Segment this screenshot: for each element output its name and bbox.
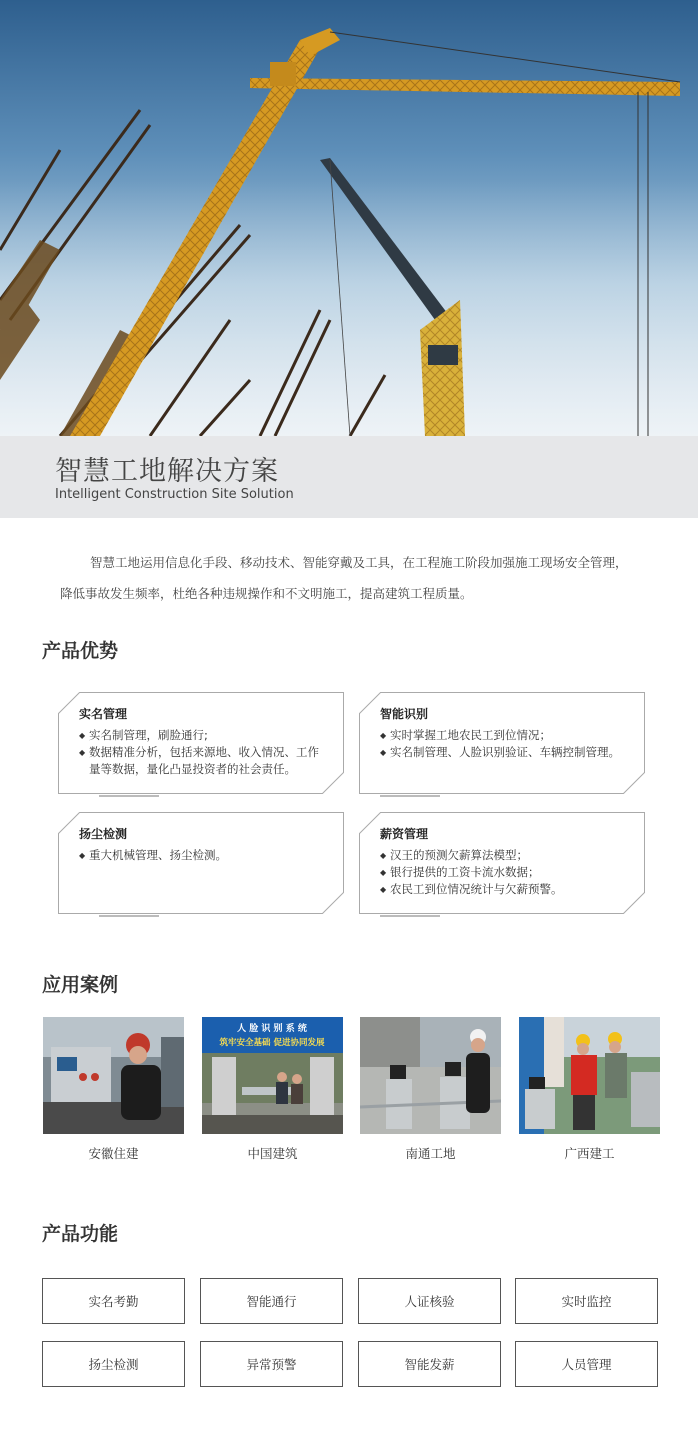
card-corner-top-left <box>58 812 80 834</box>
card-corner-top-left <box>58 692 80 714</box>
case-photo-nantong <box>360 1017 501 1134</box>
intro-line-2: 降低事故发生频率，杜绝各种违规操作和不文明施工，提高建筑工程质量。 <box>60 586 473 601</box>
card-corner-bottom-right <box>623 892 645 914</box>
section-title-functions: 产品功能 <box>42 1223 119 1245</box>
case-label: 中国建筑 <box>247 1146 298 1161</box>
card-accent-line <box>380 915 440 917</box>
card-corner-top-left <box>359 812 381 834</box>
card-corner-top-left <box>359 692 381 714</box>
advantage-card-dust <box>58 812 344 914</box>
card-title: 薪资管理 <box>380 827 429 841</box>
page-title: 智慧工地解决方案 <box>55 456 279 487</box>
card-list-item: ◆ 汉王的预测欠薪算法模型； <box>380 847 630 864</box>
case-label: 南通工地 <box>405 1146 456 1161</box>
section-title-advantages: 产品优势 <box>42 640 119 662</box>
case-label: 广西建工 <box>564 1146 615 1161</box>
card-accent-line <box>99 915 159 917</box>
card-list-item: ◆ 实名制管理、人脸识别验证、车辆控制管理。 <box>380 744 630 761</box>
function-real-name-attendance[interactable]: 实名考勤 <box>42 1278 185 1324</box>
function-smart-payroll[interactable]: 智能发薪 <box>358 1341 501 1387</box>
sign-line-1: 人 脸 识 别 系 统 <box>237 1024 307 1034</box>
section-title-cases: 应用案例 <box>42 974 119 996</box>
card-accent-line <box>99 795 159 797</box>
card-list-item: ◆ 重大机械管理、扬尘检测。 <box>79 847 329 864</box>
card-list-item: ◆ 农民工到位情况统计与欠薪预警。 <box>380 881 630 898</box>
advantage-card-salary <box>359 812 645 914</box>
intro-line-1: 智慧工地运用信息化手段、移动技术、智能穿戴及工具，在工程施工阶段加强施工现场安全管理， <box>90 555 628 570</box>
function-realtime-monitoring[interactable]: 实时监控 <box>515 1278 658 1324</box>
card-list <box>380 847 630 898</box>
card-list-item: ◆ 数据精准分析，包括来源地、收入情况、工作量等数据，量化凸显投资者的社会责任。 <box>79 744 329 778</box>
card-accent-line <box>380 795 440 797</box>
sign-line-2: 筑牢安全基础 促进协同发展 <box>219 1038 325 1048</box>
case-photo-anhui <box>43 1017 184 1134</box>
function-smart-access[interactable]: 智能通行 <box>200 1278 343 1324</box>
card-corner-bottom-right <box>322 892 344 914</box>
page-subtitle: Intelligent Construction Site Solution <box>55 487 294 502</box>
card-list-item: ◆ 实时掌握工地农民工到位情况； <box>380 727 630 744</box>
function-id-verification[interactable]: 人证核验 <box>358 1278 501 1324</box>
case-label: 安徽住建 <box>88 1146 139 1161</box>
card-title: 实名管理 <box>79 707 128 721</box>
crane-illustration <box>0 0 698 436</box>
card-list <box>79 727 329 778</box>
card-title: 扬尘检测 <box>79 827 128 841</box>
card-list <box>380 727 630 761</box>
function-personnel-management[interactable]: 人员管理 <box>515 1341 658 1387</box>
case-photo-guangxi <box>519 1017 660 1134</box>
advantage-card-real-name <box>58 692 344 794</box>
case-photo-china-construction <box>202 1017 343 1134</box>
card-title: 智能识别 <box>380 707 429 721</box>
function-anomaly-alert[interactable]: 异常预警 <box>200 1341 343 1387</box>
card-list <box>79 847 329 864</box>
advantage-card-smart-recognition <box>359 692 645 794</box>
card-corner-bottom-right <box>623 772 645 794</box>
hero-image <box>0 0 698 436</box>
function-dust-detection[interactable]: 扬尘检测 <box>42 1341 185 1387</box>
card-list-item: ◆ 银行提供的工资卡流水数据； <box>380 864 630 881</box>
card-corner-bottom-right <box>322 772 344 794</box>
card-list-item: ◆ 实名制管理，刷脸通行; <box>79 727 329 744</box>
